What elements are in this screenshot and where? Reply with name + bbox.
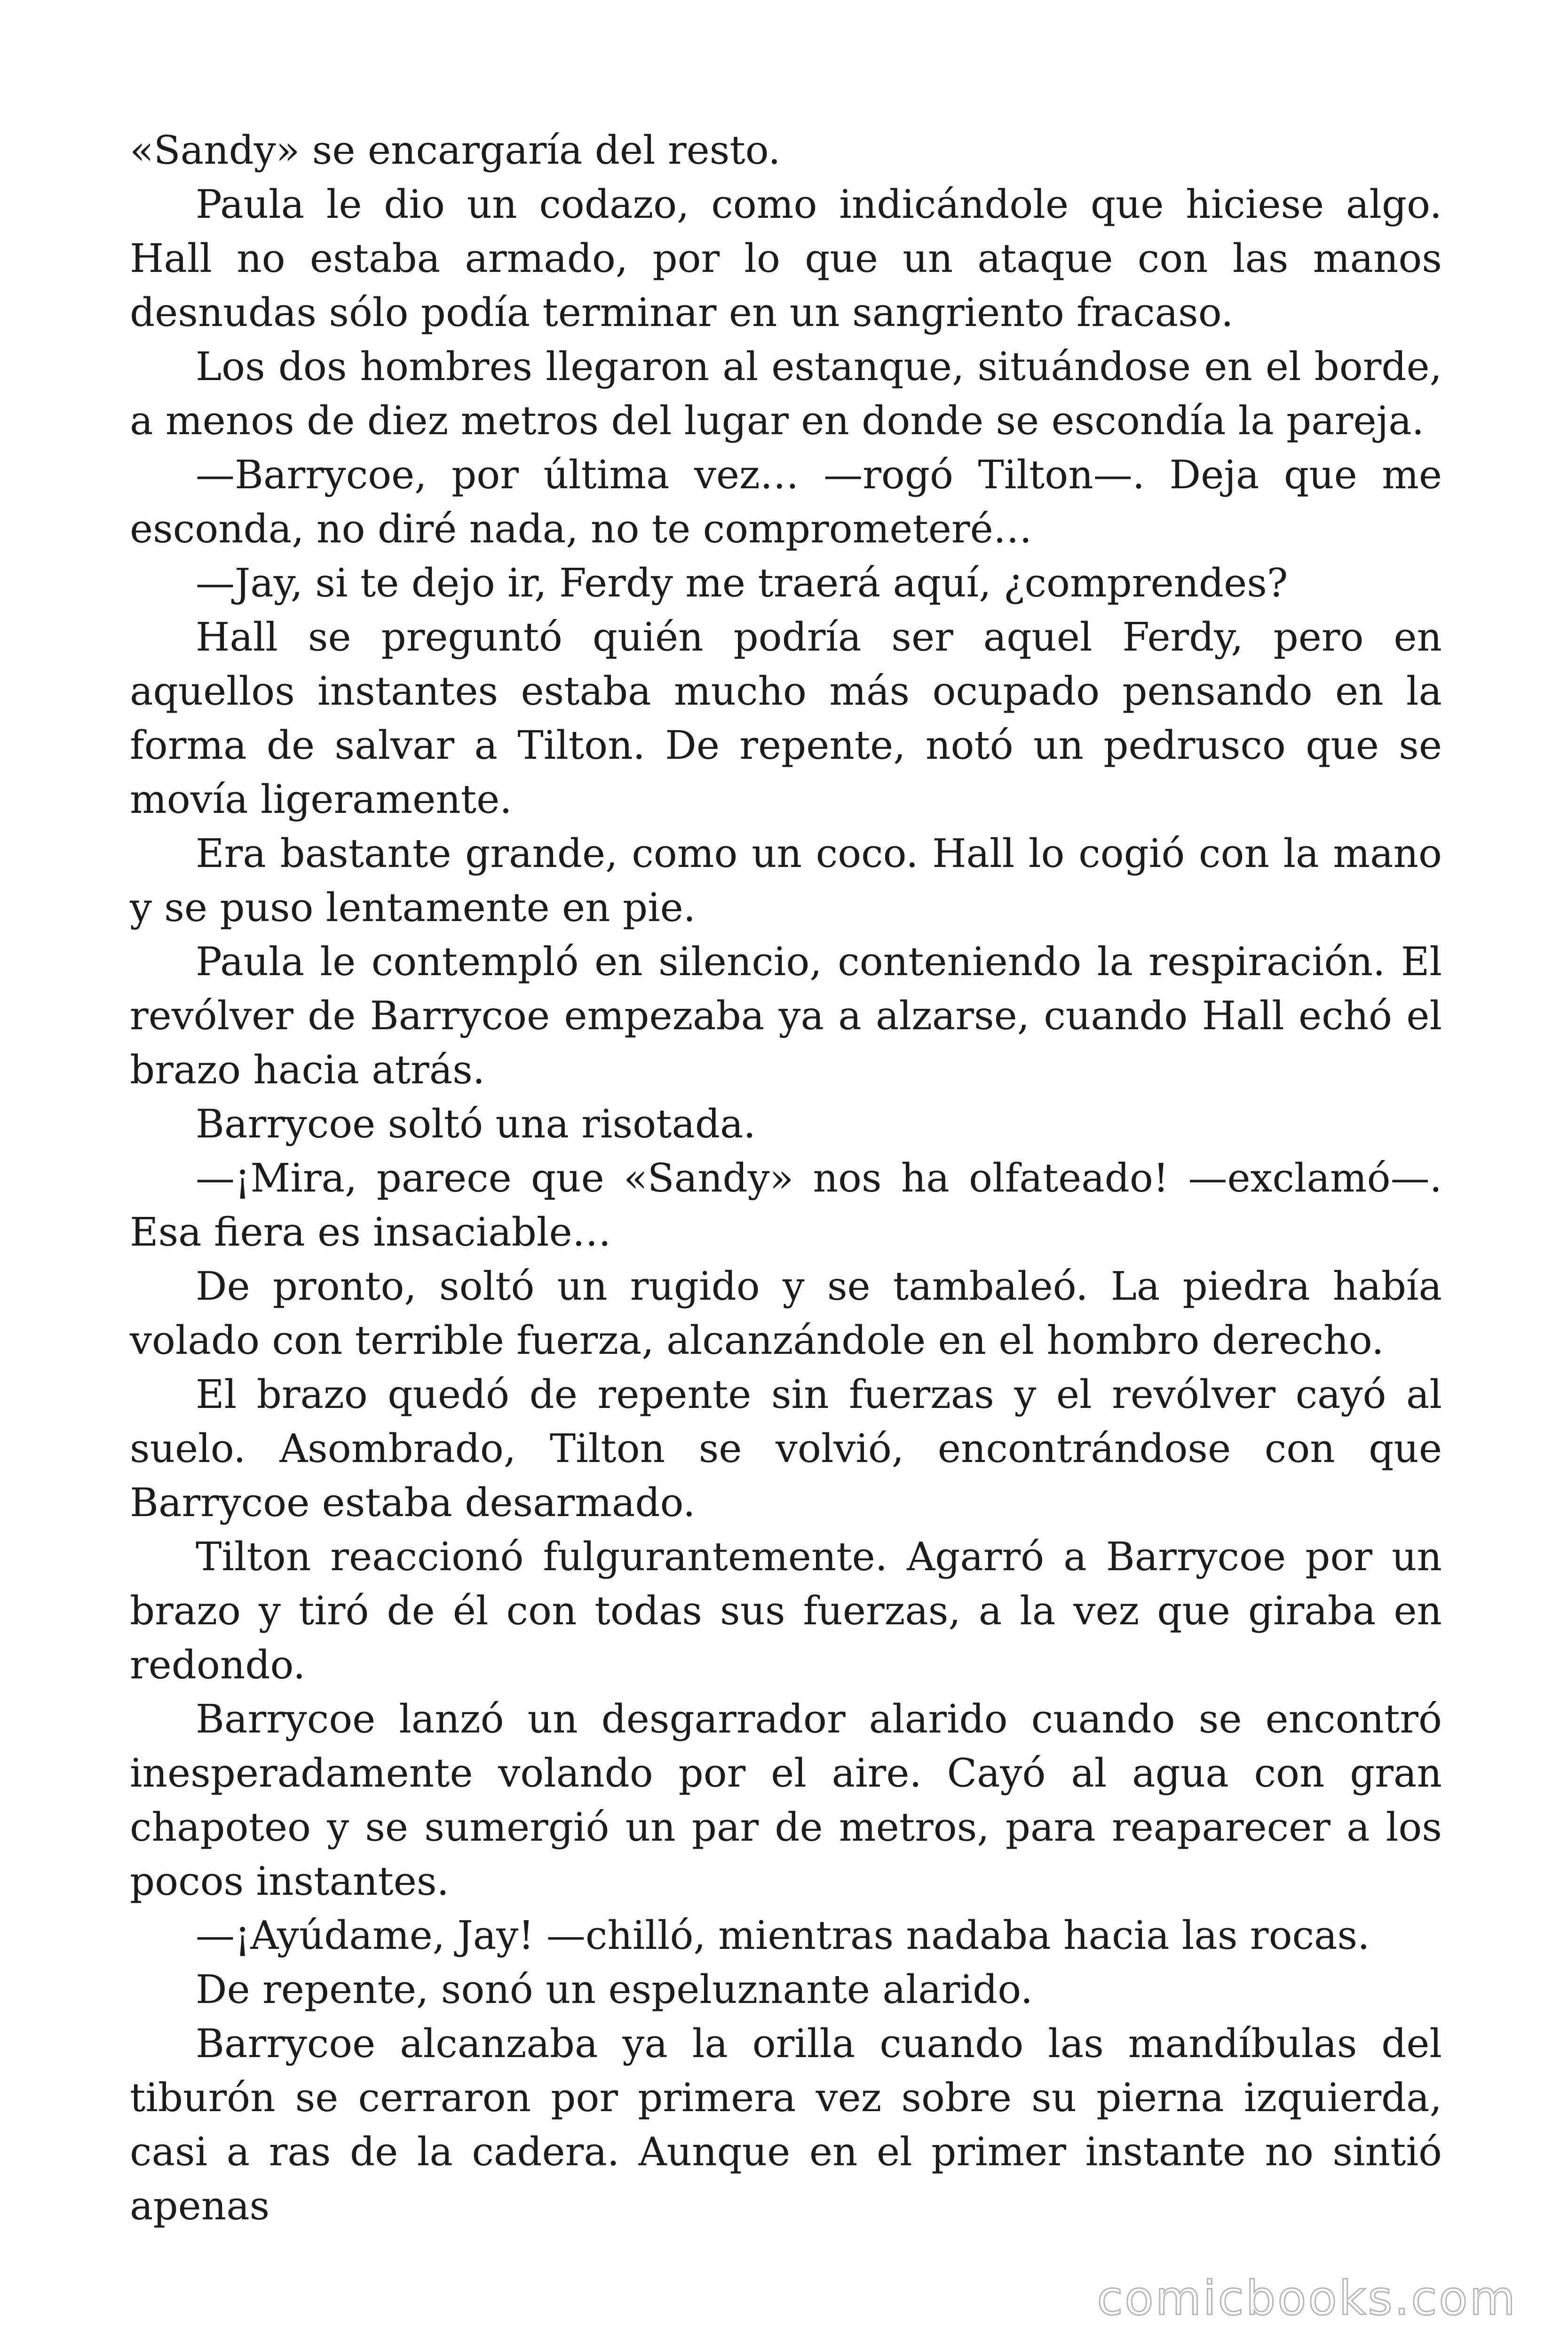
- paragraph: Barrycoe alcanzaba ya la orilla cuando las mandíbulas del tiburón se cerraron por primera vez sobre su pierna izquierda, casi a ras de la cadera. Aunque en el primer instante no sintió apenas: [130, 2021, 1442, 2229]
- paragraph: Tilton reaccionó fulgurantemente. Agarró a Barrycoe por un brazo y tiró de él con todas sus fuerzas, a la vez que giraba en redondo.: [130, 1534, 1442, 1688]
- paragraph: —¡Ayúdame, Jay! —chilló, mientras nadaba hacia las rocas.: [196, 1913, 1370, 1958]
- paragraph: Paula le contempló en silencio, conteniendo la respiración. El revólver de Barrycoe empezaba ya a alzarse, cuando Hall echó el brazo hacia atrás.: [130, 939, 1442, 1093]
- paragraph: De repente, sonó un espeluznante alarido.: [196, 1967, 1033, 2012]
- paragraph: —Barrycoe, por última vez… —rogó Tilton—. Deja que me esconda, no diré nada, no te comprometeré…: [130, 452, 1442, 552]
- paragraph: —¡Mira, parece que «Sandy» nos ha olfateado! —exclamó—. Esa fiera es insaciable…: [130, 1155, 1442, 1255]
- paragraph: Barrycoe lanzó un desgarrador alarido cuando se encontró inesperadamente volando por el aire. Cayó al agua con gran chapoteo y se sumergió un par de metros, para reaparecer a los pocos instantes.: [130, 1696, 1442, 1904]
- paragraph: Los dos hombres llegaron al estanque, situándose en el borde, a menos de diez metros del lugar en donde se escondía la pareja.: [130, 344, 1442, 444]
- watermark: comicbooks.com: [1097, 2271, 1517, 2326]
- paragraph: El brazo quedó de repente sin fuerzas y el revólver cayó al suelo. Asombrado, Tilton se volvió, encontrándose con que Barrycoe estaba desarmado.: [130, 1372, 1442, 1526]
- paragraph: Barrycoe soltó una risotada.: [196, 1101, 756, 1147]
- page-body: [130, 123, 1442, 2233]
- paragraph: De pronto, soltó un rugido y se tambaleó. La piedra había volado con terrible fuerza, alcanzándole en el hombro derecho.: [130, 1263, 1442, 1363]
- paragraph: —Jay, si te dejo ir, Ferdy me traerá aquí, ¿comprendes?: [196, 560, 1288, 606]
- paragraph: Hall se preguntó quién podría ser aquel Ferdy, pero en aquellos instantes estaba mucho más ocupado pensando en la forma de salvar a Tilton. De repente, notó un pedrusco que se movía ligeramente.: [130, 614, 1442, 822]
- paragraph: «Sandy» se encargaría del resto.: [130, 127, 781, 173]
- paragraph: Paula le dio un codazo, como indicándole que hiciese algo. Hall no estaba armado, por lo que un ataque con las manos desnudas sólo podía terminar en un sangriento fracaso.: [130, 182, 1442, 335]
- paragraph: Era bastante grande, como un coco. Hall lo cogió con la mano y se puso lentamente en pie.: [130, 831, 1442, 930]
